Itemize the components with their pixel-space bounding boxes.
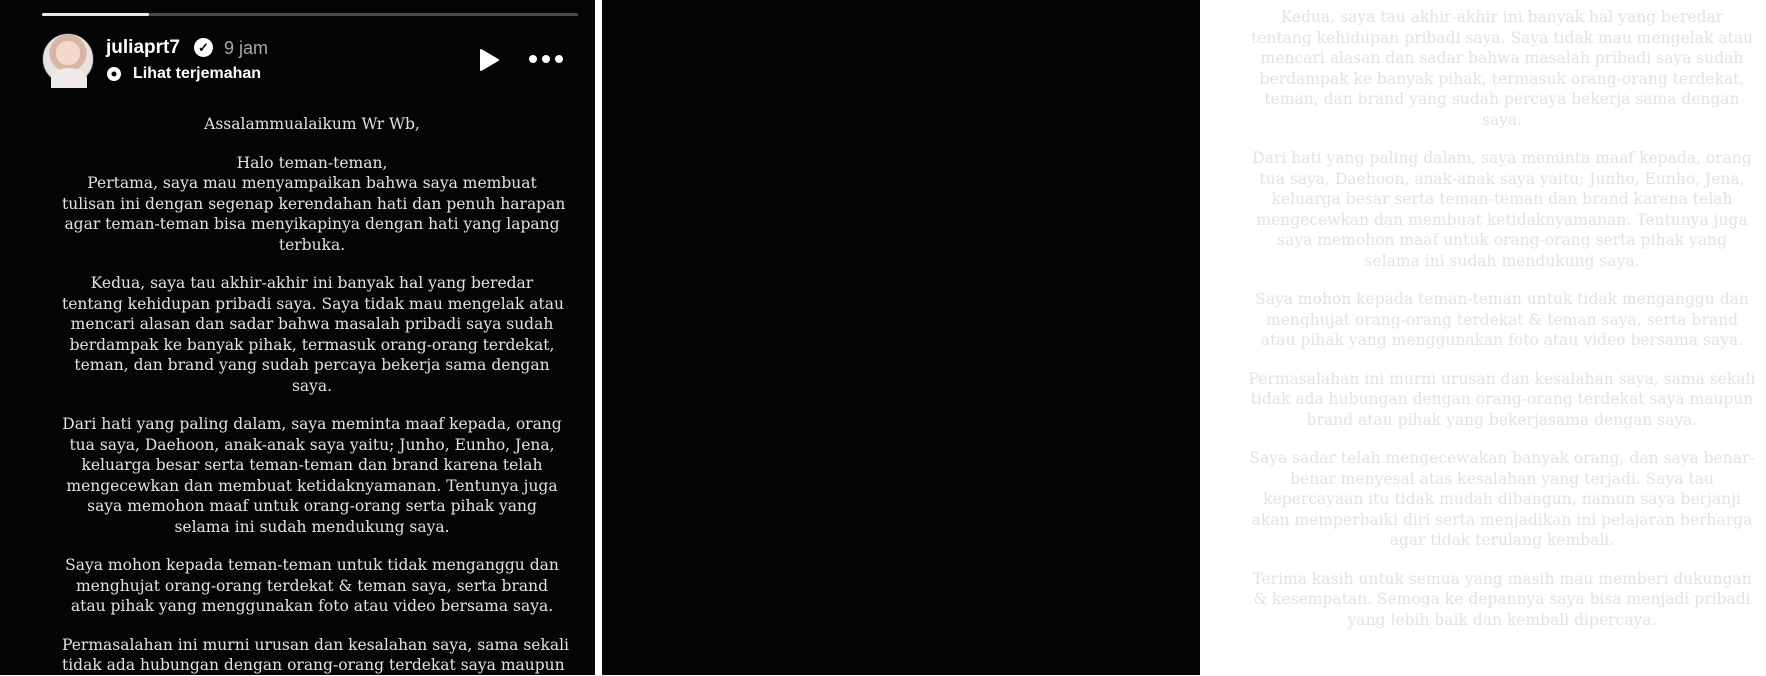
letter-line: tentang kehidupan pribadi saya. Saya tidak mau mengelak atau [62, 294, 564, 313]
letter-line: Pertama, saya mau menyampaikan bahwa saya membuat [87, 174, 537, 192]
letter-line: Dari hati yang paling dalam, saya meminta maaf kepada, orang [1252, 149, 1752, 167]
letter-line: tua saya, Daehoon, anak-anak saya yaitu; Junho, Eunho, Jena, [1259, 169, 1745, 188]
letter-line: benar menyesal atas kesalahan yang terjadi. Saya tau [1290, 469, 1714, 488]
verified-check-icon: ✓ [194, 38, 213, 57]
letter-line: mencari alasan dan sadar bahwa masalah pribadi saya sudah [70, 315, 554, 333]
story-panel-right [602, 0, 1756, 675]
letter-line: kepercayaan itu tidak mudah dibangun, namun saya berjanji [1263, 490, 1741, 508]
letter-line: Terima kasih untuk semua yang masih mau memberi dukungan [1252, 569, 1752, 588]
letter-line: & kesempatan. Semoga ke depannya saya bisa menjadi pribadi [1253, 590, 1751, 608]
letter-line: mengecewkan dan membuat ketidaknyamanan. Tentunya juga [66, 476, 558, 495]
letter-line: akan memperbaiki diri serta menjadikan ini pelajaran berharga [1251, 510, 1753, 529]
letter-line: Kedua, saya tau akhir-akhir ini banyak hal yang beredar [1280, 8, 1724, 26]
letter-text-continued [1238, 7, 1766, 630]
letter-line: agar teman-teman bisa menyikapinya dengan hati yang lapang [64, 215, 560, 233]
letter-line: Dari hati yang paling dalam, saya meminta maaf kepada, orang [62, 415, 562, 433]
letter-line: mencari alasan dan sadar bahwa masalah pribadi saya sudah [1260, 49, 1744, 67]
letter-line: keluarga besar serta teman-teman dan brand karena telah [81, 456, 543, 474]
letter-line: tidak ada hubungan dengan orang-orang terdekat saya maupun [62, 656, 565, 674]
letter-line: Saya mohon kepada teman-teman untuk tidak menganggu dan [65, 556, 559, 574]
letter-line: tulisan ini dengan segenap kerendahan hati dan penuh harapan [62, 194, 566, 213]
letter-line: tidak ada hubungan dengan orang-orang terdekat saya maupun [1250, 390, 1754, 408]
more-options-icon[interactable] [528, 53, 564, 65]
see-translation-link[interactable]: Lihat terjemahan [133, 65, 262, 82]
letter-line: saya. [1481, 110, 1523, 129]
story-progress-fill [42, 13, 149, 16]
letter-line: teman, dan brand yang sudah percaya bekerja sama dengan [1264, 90, 1740, 108]
letter-line: Permasalahan ini murni urusan dan kesalahan saya, sama sekali [62, 635, 569, 654]
letter-line: Kedua, saya tau akhir-akhir ini banyak hal yang beredar [90, 274, 534, 292]
letter-line: teman, dan brand yang sudah percaya bekerja sama dengan [74, 356, 550, 374]
story-panel-left [0, 0, 595, 675]
letter-line: yang lebih baik dan kembali dipercaya. [1347, 610, 1657, 629]
letter-line: saya memohon maaf untuk orang-orang serta pihak yang [87, 497, 537, 515]
avatar[interactable] [42, 33, 94, 85]
letter-line: Saya sadar telah mengecewakan banyak orang, dan saya benar- [1249, 449, 1755, 467]
letter-line: berdampak ke banyak pihak, termasuk orang-orang terdekat, [1259, 69, 1745, 88]
letter-line: terbuka. [278, 235, 346, 254]
posted-time: 9 jam [224, 38, 269, 58]
story-progress-bar [42, 13, 578, 16]
letter-line: saya memohon maaf untuk orang-orang serta pihak yang [1277, 231, 1727, 249]
letter-line: selama ini sudah mendukung saya. [1364, 251, 1640, 270]
letter-line: berdampak ke banyak pihak, termasuk orang-orang terdekat, [69, 335, 555, 354]
letter-line: saya. [291, 376, 333, 395]
letter-line: atau pihak yang menggunakan foto atau video bersama saya. [1260, 331, 1744, 349]
letter-greeting: Assalammualaikum Wr Wb, [204, 115, 420, 133]
letter-line: menghujat orang-orang terdekat & teman saya, serta brand [1265, 310, 1738, 329]
letter-text [62, 114, 569, 676]
letter-line: Saya mohon kepada teman-teman untuk tidak menganggu dan [1255, 290, 1749, 308]
letter-line: mengecewkan dan membuat ketidaknyamanan. Tentunya juga [1256, 210, 1748, 229]
letter-line: menghujat orang-orang terdekat & teman saya, serta brand [75, 576, 548, 595]
letter-line: tentang kehidupan pribadi saya. Saya tidak mau mengelak atau [1251, 28, 1753, 47]
letter-line: Halo teman-teman, [236, 153, 388, 172]
story-header [42, 33, 578, 89]
letter-line: brand atau pihak yang bekerjasama dengan saya. [1306, 410, 1698, 429]
letter-line: selama ini sudah mendukung saya. [174, 517, 450, 536]
play-icon[interactable] [478, 48, 500, 72]
letter-line: Permasalahan ini murni urusan dan kesalahan saya, sama sekali [1248, 369, 1756, 388]
letter-line: atau pihak yang menggunakan foto atau video bersama saya. [70, 597, 554, 615]
letter-line: tua saya, Daehoon, anak-anak saya yaitu; Junho, Eunho, Jena, [69, 435, 555, 454]
translate-icon[interactable] [106, 66, 122, 82]
letter-line: keluarga besar serta teman-teman dan brand karena telah [1271, 190, 1733, 208]
username[interactable]: juliaprt7 [106, 37, 180, 58]
letter-line: agar tidak terulang kembali. [1389, 531, 1615, 549]
